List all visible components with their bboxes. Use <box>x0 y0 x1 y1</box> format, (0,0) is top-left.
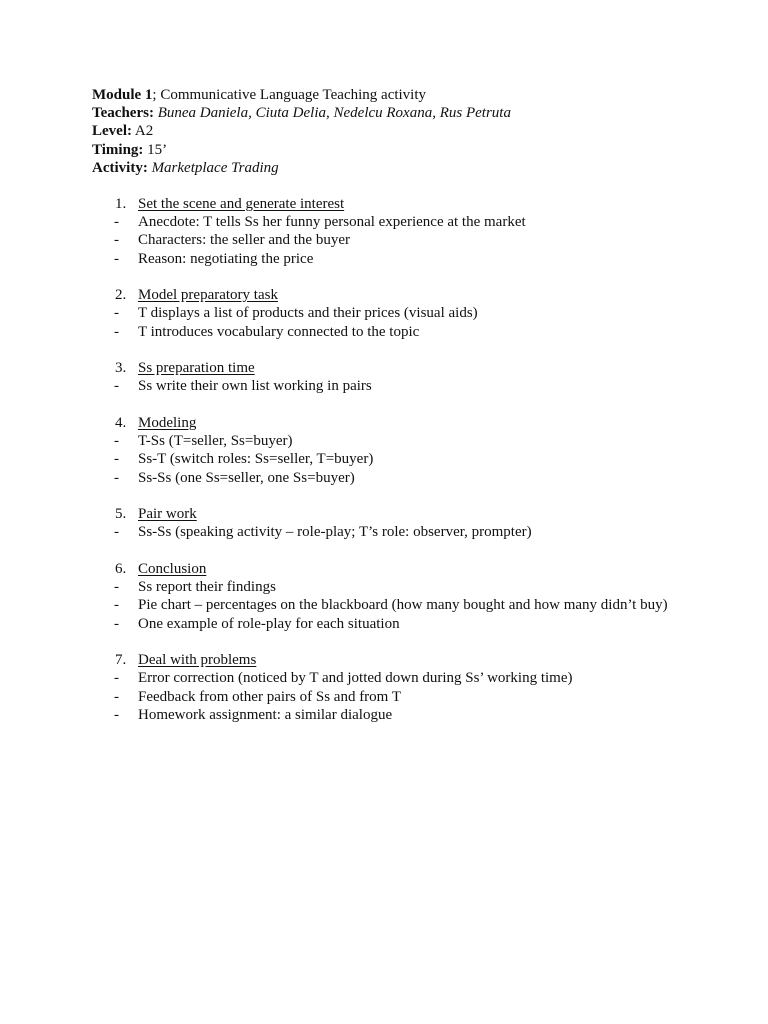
list-item <box>92 469 676 487</box>
bullet-dash: - <box>114 670 119 687</box>
section-title-row <box>92 414 676 432</box>
list-item-text: Ss report their findings <box>138 579 276 596</box>
list-item <box>92 596 676 614</box>
section-title-row <box>92 560 676 578</box>
list-item-text: Characters: the seller and the buyer <box>138 232 350 249</box>
section-title: Ss preparation time <box>138 360 255 377</box>
bullet-dash: - <box>114 250 119 267</box>
teachers-line <box>92 104 511 122</box>
timing-value: 15’ <box>147 141 168 158</box>
bullet-dash: - <box>114 615 119 632</box>
bullet-dash: - <box>114 378 119 395</box>
bullet-dash: - <box>114 524 119 541</box>
section-number: 1. <box>115 196 127 212</box>
section-1 <box>92 195 676 268</box>
list-item-text: Ss-Ss (one Ss=seller, one Ss=buyer) <box>138 469 355 486</box>
section-3 <box>92 359 676 395</box>
timing-label: Timing: <box>92 141 144 158</box>
list-item <box>92 688 676 706</box>
list-item-text: Ss-Ss (speaking activity – role-play; T’s role: observer, prompter) <box>138 524 532 541</box>
section-6 <box>92 560 676 633</box>
section-number: 6. <box>115 561 127 577</box>
list-item <box>92 377 676 395</box>
bullet-dash: - <box>114 706 119 723</box>
list-item-text: T introduces vocabulary connected to the topic <box>138 323 420 340</box>
document-header <box>92 86 511 177</box>
section-title-row <box>92 505 676 523</box>
section-number: 5. <box>115 506 127 523</box>
section-title-row <box>92 359 676 377</box>
module-value: Communicative Language Teaching activity <box>156 87 427 103</box>
list-item-text: Error correction (noticed by T and jotted down during Ss’ working time) <box>138 670 573 687</box>
module-label: Module 1 <box>92 87 153 103</box>
section-4 <box>92 414 676 487</box>
level-label: Level: <box>92 123 132 140</box>
section-title: Pair work <box>138 506 197 523</box>
section-title: Modeling <box>138 415 197 431</box>
bullet-dash: - <box>114 469 119 486</box>
section-title: Model preparatory task <box>138 287 278 304</box>
list-item-text: Homework assignment: a similar dialogue <box>138 706 393 723</box>
list-item <box>92 231 676 249</box>
list-item-text: Ss write their own list working in pairs <box>138 378 372 395</box>
bullet-dash: - <box>114 323 119 340</box>
list-item <box>92 578 676 596</box>
section-7 <box>92 651 676 724</box>
section-title-row <box>92 195 676 213</box>
module-separator: ; <box>152 87 157 103</box>
module-line <box>92 86 511 104</box>
activity-value: Marketplace Trading <box>151 159 279 176</box>
list-item <box>92 250 676 268</box>
section-number: 7. <box>115 652 127 669</box>
list-item <box>92 213 676 231</box>
list-item-text: Ss-T (switch roles: Ss=seller, T=buyer) <box>138 451 374 468</box>
section-number: 3. <box>115 360 127 377</box>
list-item-text: Pie chart – percentages on the blackboard (how many bought and how many didn’t buy) <box>138 597 668 614</box>
list-item-text: Feedback from other pairs of Ss and from T <box>138 688 401 705</box>
bullet-dash: - <box>114 214 119 231</box>
section-title-row <box>92 651 676 669</box>
list-item-text: Anecdote: T tells Ss her funny personal experience at the market <box>138 214 526 231</box>
teachers-value: Bunea Daniela, Ciuta Delia, Nedelcu Roxana, Rus Petruta <box>157 105 511 122</box>
section-title: Conclusion <box>138 561 207 577</box>
list-item <box>92 706 676 724</box>
section-number: 4. <box>115 415 127 431</box>
bullet-dash: - <box>114 305 119 322</box>
list-item <box>92 450 676 468</box>
activity-steps <box>92 195 676 742</box>
list-item <box>92 523 676 541</box>
list-item <box>92 669 676 687</box>
list-item <box>92 323 676 341</box>
teachers-label: Teachers: <box>92 105 154 122</box>
level-line <box>92 122 511 140</box>
activity-line <box>92 159 511 177</box>
section-title: Deal with problems <box>138 652 257 669</box>
bullet-dash: - <box>114 451 119 468</box>
section-5 <box>92 505 676 541</box>
list-item <box>92 615 676 633</box>
list-item-text: T displays a list of products and their prices (visual aids) <box>138 305 478 322</box>
section-title: Set the scene and generate interest <box>138 196 345 212</box>
section-2 <box>92 286 676 341</box>
bullet-dash: - <box>114 597 119 614</box>
activity-label: Activity: <box>92 159 148 176</box>
bullet-dash: - <box>114 433 119 450</box>
list-item <box>92 432 676 450</box>
bullet-dash: - <box>114 232 119 249</box>
section-number: 2. <box>115 287 127 304</box>
bullet-dash: - <box>114 688 119 705</box>
list-item <box>92 304 676 322</box>
list-item-text: T-Ss (T=seller, Ss=buyer) <box>138 433 293 450</box>
bullet-dash: - <box>114 579 119 596</box>
list-item-text: One example of role-play for each situation <box>138 615 400 632</box>
timing-line <box>92 141 511 159</box>
level-value: A2 <box>134 123 154 140</box>
section-title-row <box>92 286 676 304</box>
list-item-text: Reason: negotiating the price <box>138 250 314 267</box>
